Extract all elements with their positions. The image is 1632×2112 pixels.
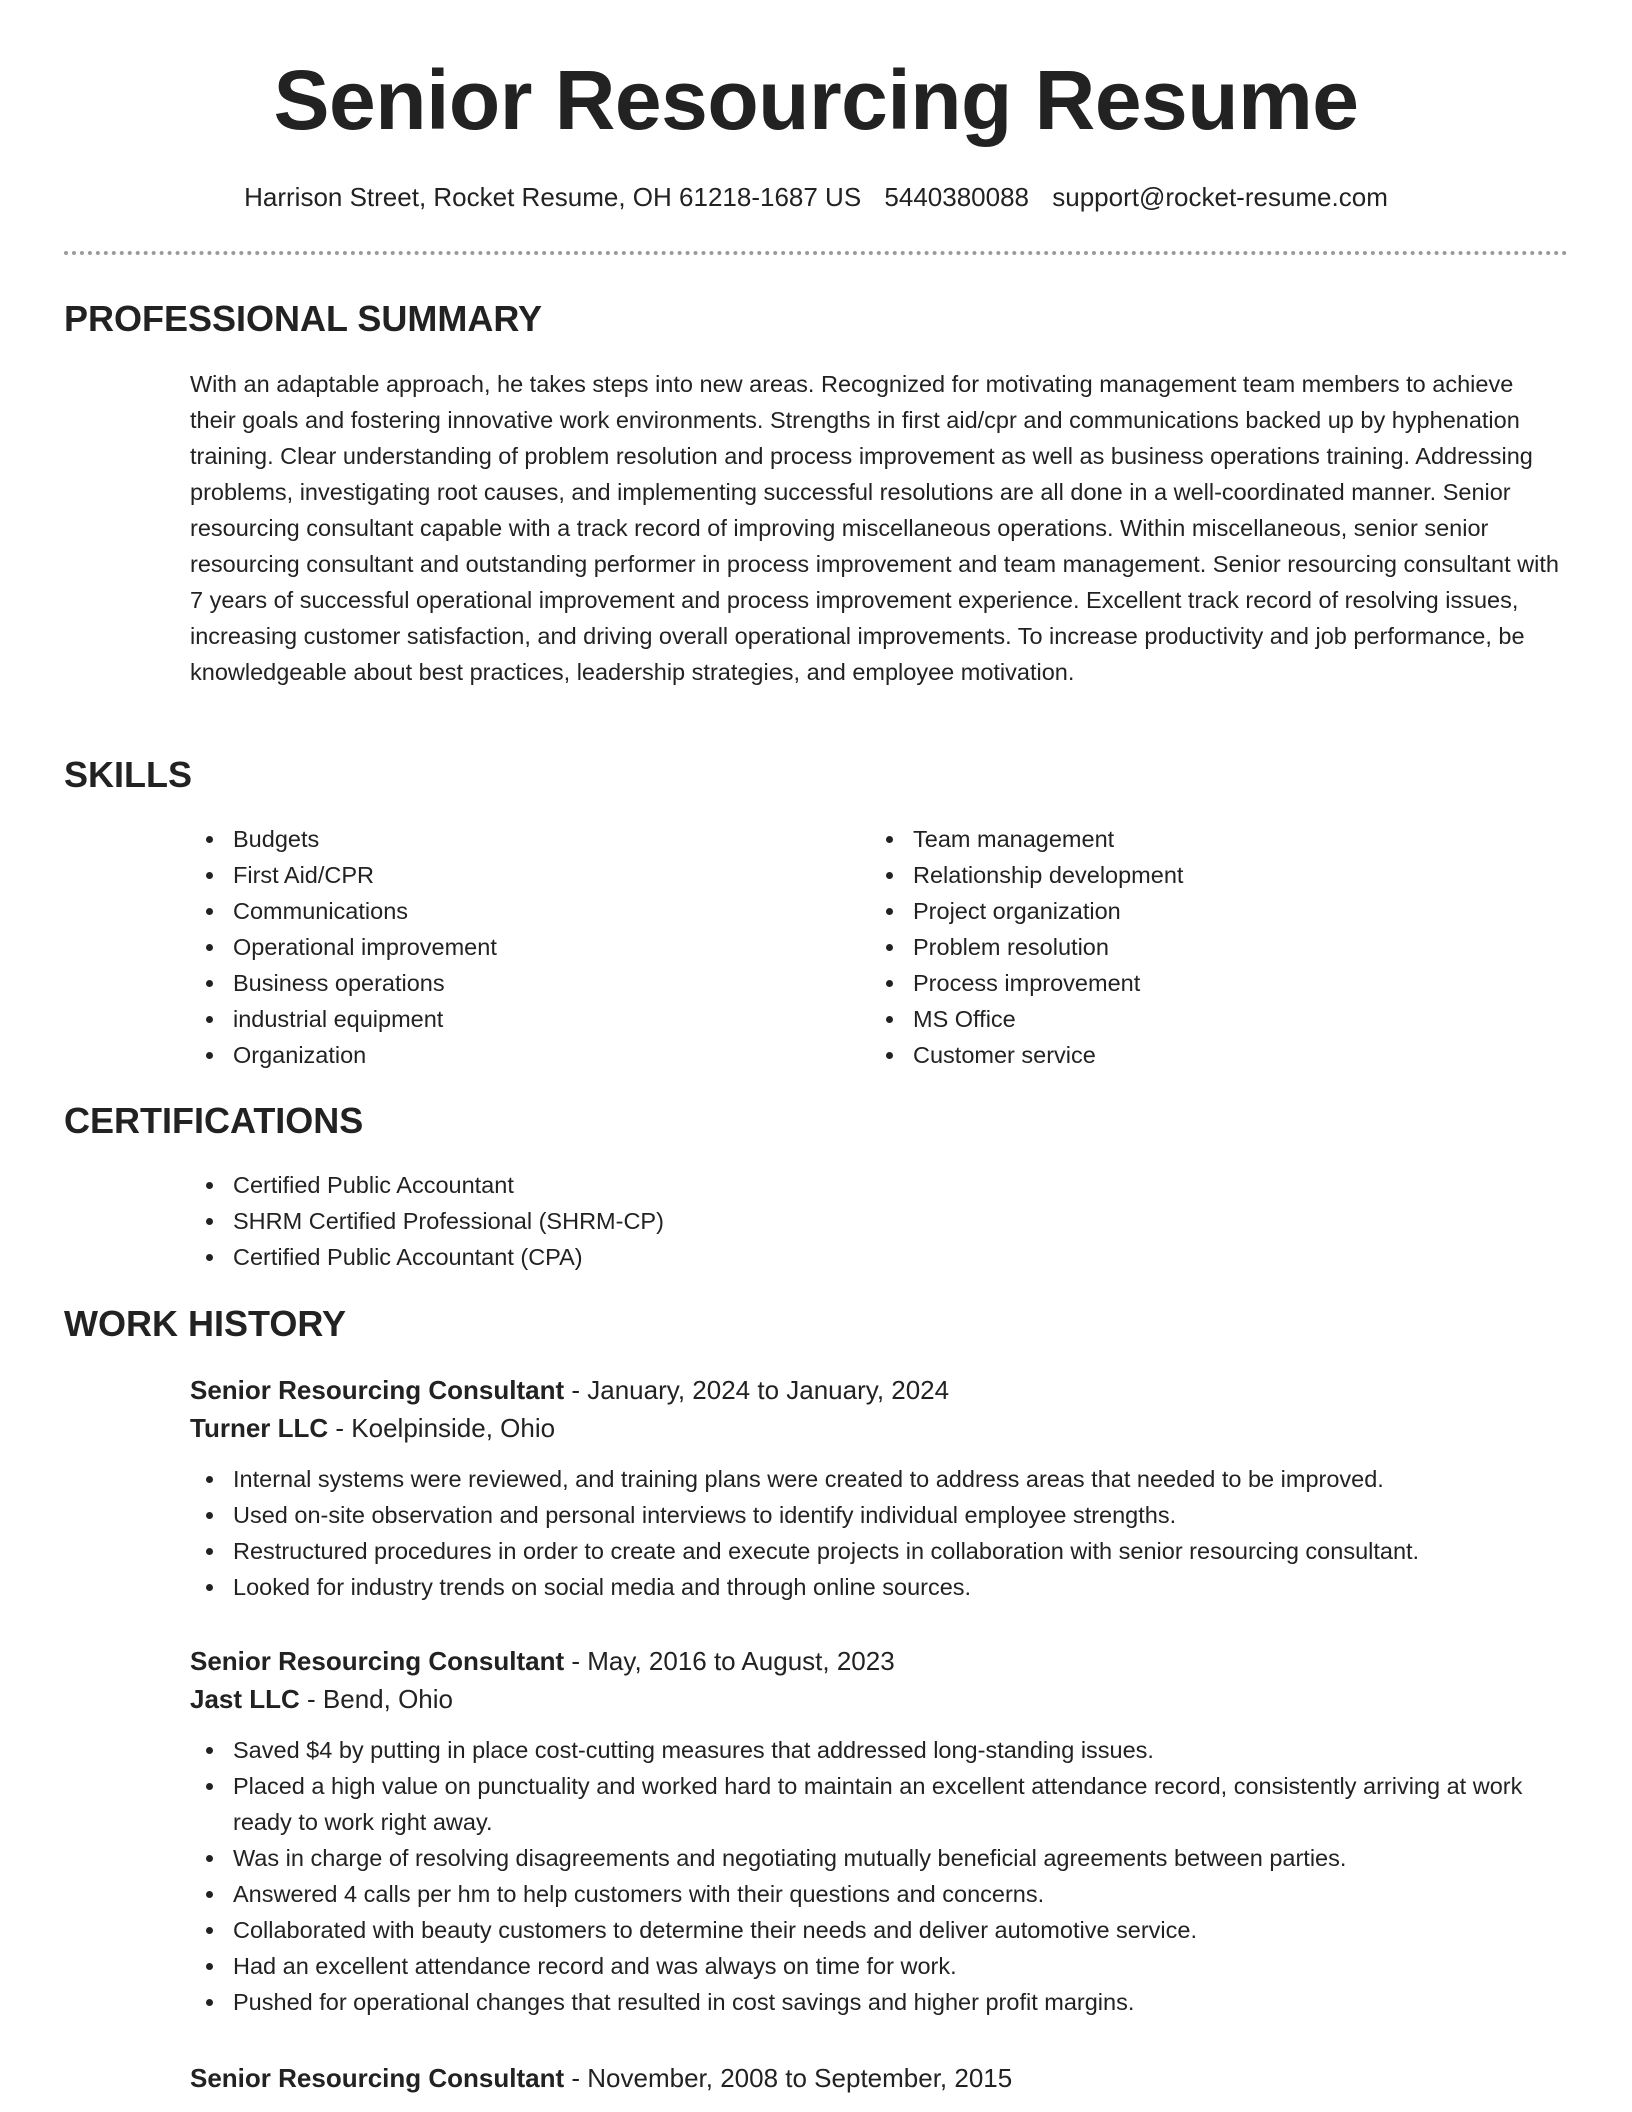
job-location: - Bend, Ohio <box>299 1684 454 1714</box>
job-title: Senior Resourcing Consultant <box>190 1646 565 1676</box>
job-dates: - November, 2008 to September, 2015 <box>564 2063 1013 2093</box>
skill-item: Process improvement <box>870 965 1470 1001</box>
certifications-section <box>190 1167 1565 1275</box>
job-bullets <box>190 1732 1565 2020</box>
work-history-heading: WORK HISTORY <box>64 1303 347 1344</box>
skill-item: Business operations <box>190 965 790 1001</box>
job-bullet: Looked for industry trends on social media and through online sources. <box>190 1569 1565 1605</box>
skills-right-column <box>870 821 1470 1073</box>
job-entry <box>190 1642 1565 2020</box>
job-company-line <box>190 1409 1565 1447</box>
certification-item: Certified Public Accountant <box>190 1167 1565 1203</box>
contact-address: Harrison Street, Rocket Resume, OH 61218-1687 US <box>244 182 862 212</box>
skill-item: Customer service <box>870 1037 1470 1073</box>
skill-item: First Aid/CPR <box>190 857 790 893</box>
job-title: Senior Resourcing Consultant <box>190 2063 565 2093</box>
job-company: Jast LLC <box>190 1684 300 1714</box>
job-bullet: Restructured procedures in order to create and execute projects in collaboration with senior resourcing consultant. <box>190 1533 1565 1569</box>
job-bullet: Used on-site observation and personal interviews to identify individual employee strengths. <box>190 1497 1565 1533</box>
certifications-heading: CERTIFICATIONS <box>64 1100 364 1141</box>
skill-item: Relationship development <box>870 857 1470 893</box>
skills-heading: SKILLS <box>64 754 193 795</box>
summary-heading: PROFESSIONAL SUMMARY <box>64 298 543 339</box>
job-bullet: Answered 4 calls per hm to help customers with their questions and concerns. <box>190 1876 1565 1912</box>
job-dates: - January, 2024 to January, 2024 <box>564 1375 950 1405</box>
summary-text: With an adaptable approach, he takes steps into new areas. Recognized for motivating management team members to achieve their goals and fostering innovative work environments. Strengths in first aid/cpr and communications backed up by hyphenation training. Clear understanding of problem resolution and process improvement as well as business operations training. Addressing problems, investigating root causes, and implementing successful resolutions are all done in a well-coordinated manner. Senior resourcing consultant capable with a track record of improving miscellaneous operations. Within miscellaneous, senior senior resourcing consultant and outstanding performer in process improvement and team management. Senior resourcing consultant with 7 years of successful operational improvement and process improvement experience. Excellent track record of resolving issues, increasing customer satisfaction, and driving overall operational improvements. To increase productivity and job performance, be knowledgeable about best practices, leadership strategies, and employee motivation. <box>190 371 1559 685</box>
job-location: - Koelpinside, Ohio <box>328 1413 556 1443</box>
job-bullet: Was in charge of resolving disagreements and negotiating mutually beneficial agreements between parties. <box>190 1840 1565 1876</box>
skill-item: Organization <box>190 1037 790 1073</box>
job-entry <box>190 1371 1565 1605</box>
skill-item: Operational improvement <box>190 929 790 965</box>
skill-item: Problem resolution <box>870 929 1470 965</box>
job-bullet: Internal systems were reviewed, and training plans were created to address areas that needed to be improved. <box>190 1461 1565 1497</box>
skill-item: Team management <box>870 821 1470 857</box>
job-company: Turner LLC <box>190 1413 329 1443</box>
skill-item: industrial equipment <box>190 1001 790 1037</box>
skills-left-column <box>190 821 790 1073</box>
skill-item: MS Office <box>870 1001 1470 1037</box>
skill-item: Budgets <box>190 821 790 857</box>
job-bullet: Had an excellent attendance record and was always on time for work. <box>190 1948 1565 1984</box>
contact-email: support@rocket-resume.com <box>1052 182 1388 212</box>
job-entry <box>190 2059 1565 2097</box>
job-title-line <box>190 1642 1565 1680</box>
skill-item: Communications <box>190 893 790 929</box>
resume-title: Senior Resourcing Resume <box>273 53 1359 147</box>
job-title-line <box>190 1371 1565 1409</box>
skill-item: Project organization <box>870 893 1470 929</box>
summary-section <box>190 366 1565 690</box>
job-bullet: Pushed for operational changes that resulted in cost savings and higher profit margins. <box>190 1984 1565 2020</box>
contact-line <box>0 182 1632 213</box>
contact-phone: 5440380088 <box>884 182 1030 212</box>
certification-item: Certified Public Accountant (CPA) <box>190 1239 1565 1275</box>
header-divider <box>64 251 1568 255</box>
job-bullet: Saved $4 by putting in place cost-cutting measures that addressed long-standing issues. <box>190 1732 1565 1768</box>
job-company-line <box>190 1680 1565 1718</box>
job-bullets <box>190 1461 1565 1605</box>
job-title-line <box>190 2059 1565 2097</box>
job-dates: - May, 2016 to August, 2023 <box>564 1646 895 1676</box>
certification-item: SHRM Certified Professional (SHRM-CP) <box>190 1203 1565 1239</box>
job-title: Senior Resourcing Consultant <box>190 1375 565 1405</box>
job-bullet: Collaborated with beauty customers to determine their needs and deliver automotive service. <box>190 1912 1565 1948</box>
job-bullet: Placed a high value on punctuality and worked hard to maintain an excellent attendance record, consistently arriving at work ready to work right away. <box>190 1768 1565 1840</box>
